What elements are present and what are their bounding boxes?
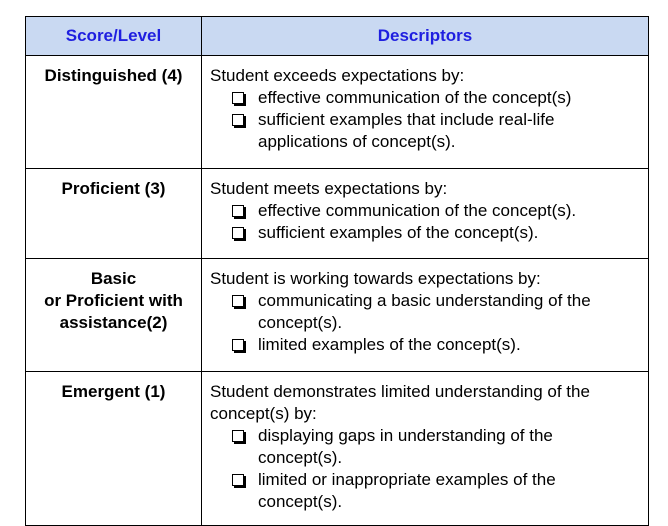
score-label: Proficient (3) [61, 179, 166, 198]
checkbox-icon [232, 92, 244, 104]
descriptor-list [210, 425, 640, 513]
list-item [232, 469, 640, 513]
list-item [232, 222, 640, 244]
descriptor-lead: Student is working towards expectations by: [210, 269, 541, 288]
descriptor-lead: Student demonstrates limited understanding of the concept(s) by: [210, 382, 590, 423]
list-item-text: effective communication of the concept(s). [258, 201, 577, 220]
score-cell [26, 56, 202, 169]
list-item-text: effective communication of the concept(s) [258, 88, 572, 107]
score-label: Emergent (1) [61, 382, 166, 401]
checkbox-icon [232, 227, 244, 239]
list-item-text: limited examples of the concept(s). [258, 335, 521, 354]
list-item [232, 290, 640, 334]
list-item-text: communicating a basic understanding of the concept(s). [258, 291, 591, 332]
descriptor-list [210, 290, 640, 356]
checkbox-icon [232, 474, 244, 486]
score-cell [26, 372, 202, 526]
list-item [232, 425, 640, 469]
table-row [26, 259, 649, 372]
checkbox-icon [232, 205, 244, 217]
score-label: Distinguished (4) [44, 66, 183, 85]
table-row [26, 169, 649, 259]
list-item-text: displaying gaps in understanding of the concept(s). [258, 426, 553, 467]
header-row [26, 17, 649, 56]
descriptor-list [210, 87, 640, 153]
score-label-line: Basic [90, 269, 137, 288]
checkbox-icon [232, 339, 244, 351]
list-item [232, 87, 640, 109]
score-level-header: Score/Level [26, 17, 202, 56]
checkbox-icon [232, 295, 244, 307]
list-item [232, 200, 640, 222]
list-item-text: sufficient examples that include real-life applications of concept(s). [258, 110, 555, 151]
list-item-text: limited or inappropriate examples of the concept(s). [258, 470, 556, 511]
list-item [232, 334, 640, 356]
score-label-line: assistance(2) [59, 313, 168, 332]
descriptor-cell [202, 169, 649, 259]
descriptors-header: Descriptors [202, 17, 649, 56]
descriptor-list [210, 200, 640, 244]
rubric-table [25, 16, 649, 526]
descriptor-lead: Student meets expectations by: [210, 179, 448, 198]
descriptor-lead: Student exceeds expectations by: [210, 66, 465, 85]
descriptor-cell [202, 372, 649, 526]
score-label-line: or Proficient with [44, 291, 183, 310]
descriptor-cell [202, 259, 649, 372]
checkbox-icon [232, 114, 244, 126]
checkbox-icon [232, 430, 244, 442]
list-item [232, 109, 640, 153]
score-cell [26, 169, 202, 259]
descriptor-cell [202, 56, 649, 169]
table-row [26, 56, 649, 169]
score-cell [26, 259, 202, 372]
list-item-text: sufficient examples of the concept(s). [258, 223, 539, 242]
table-row [26, 372, 649, 526]
